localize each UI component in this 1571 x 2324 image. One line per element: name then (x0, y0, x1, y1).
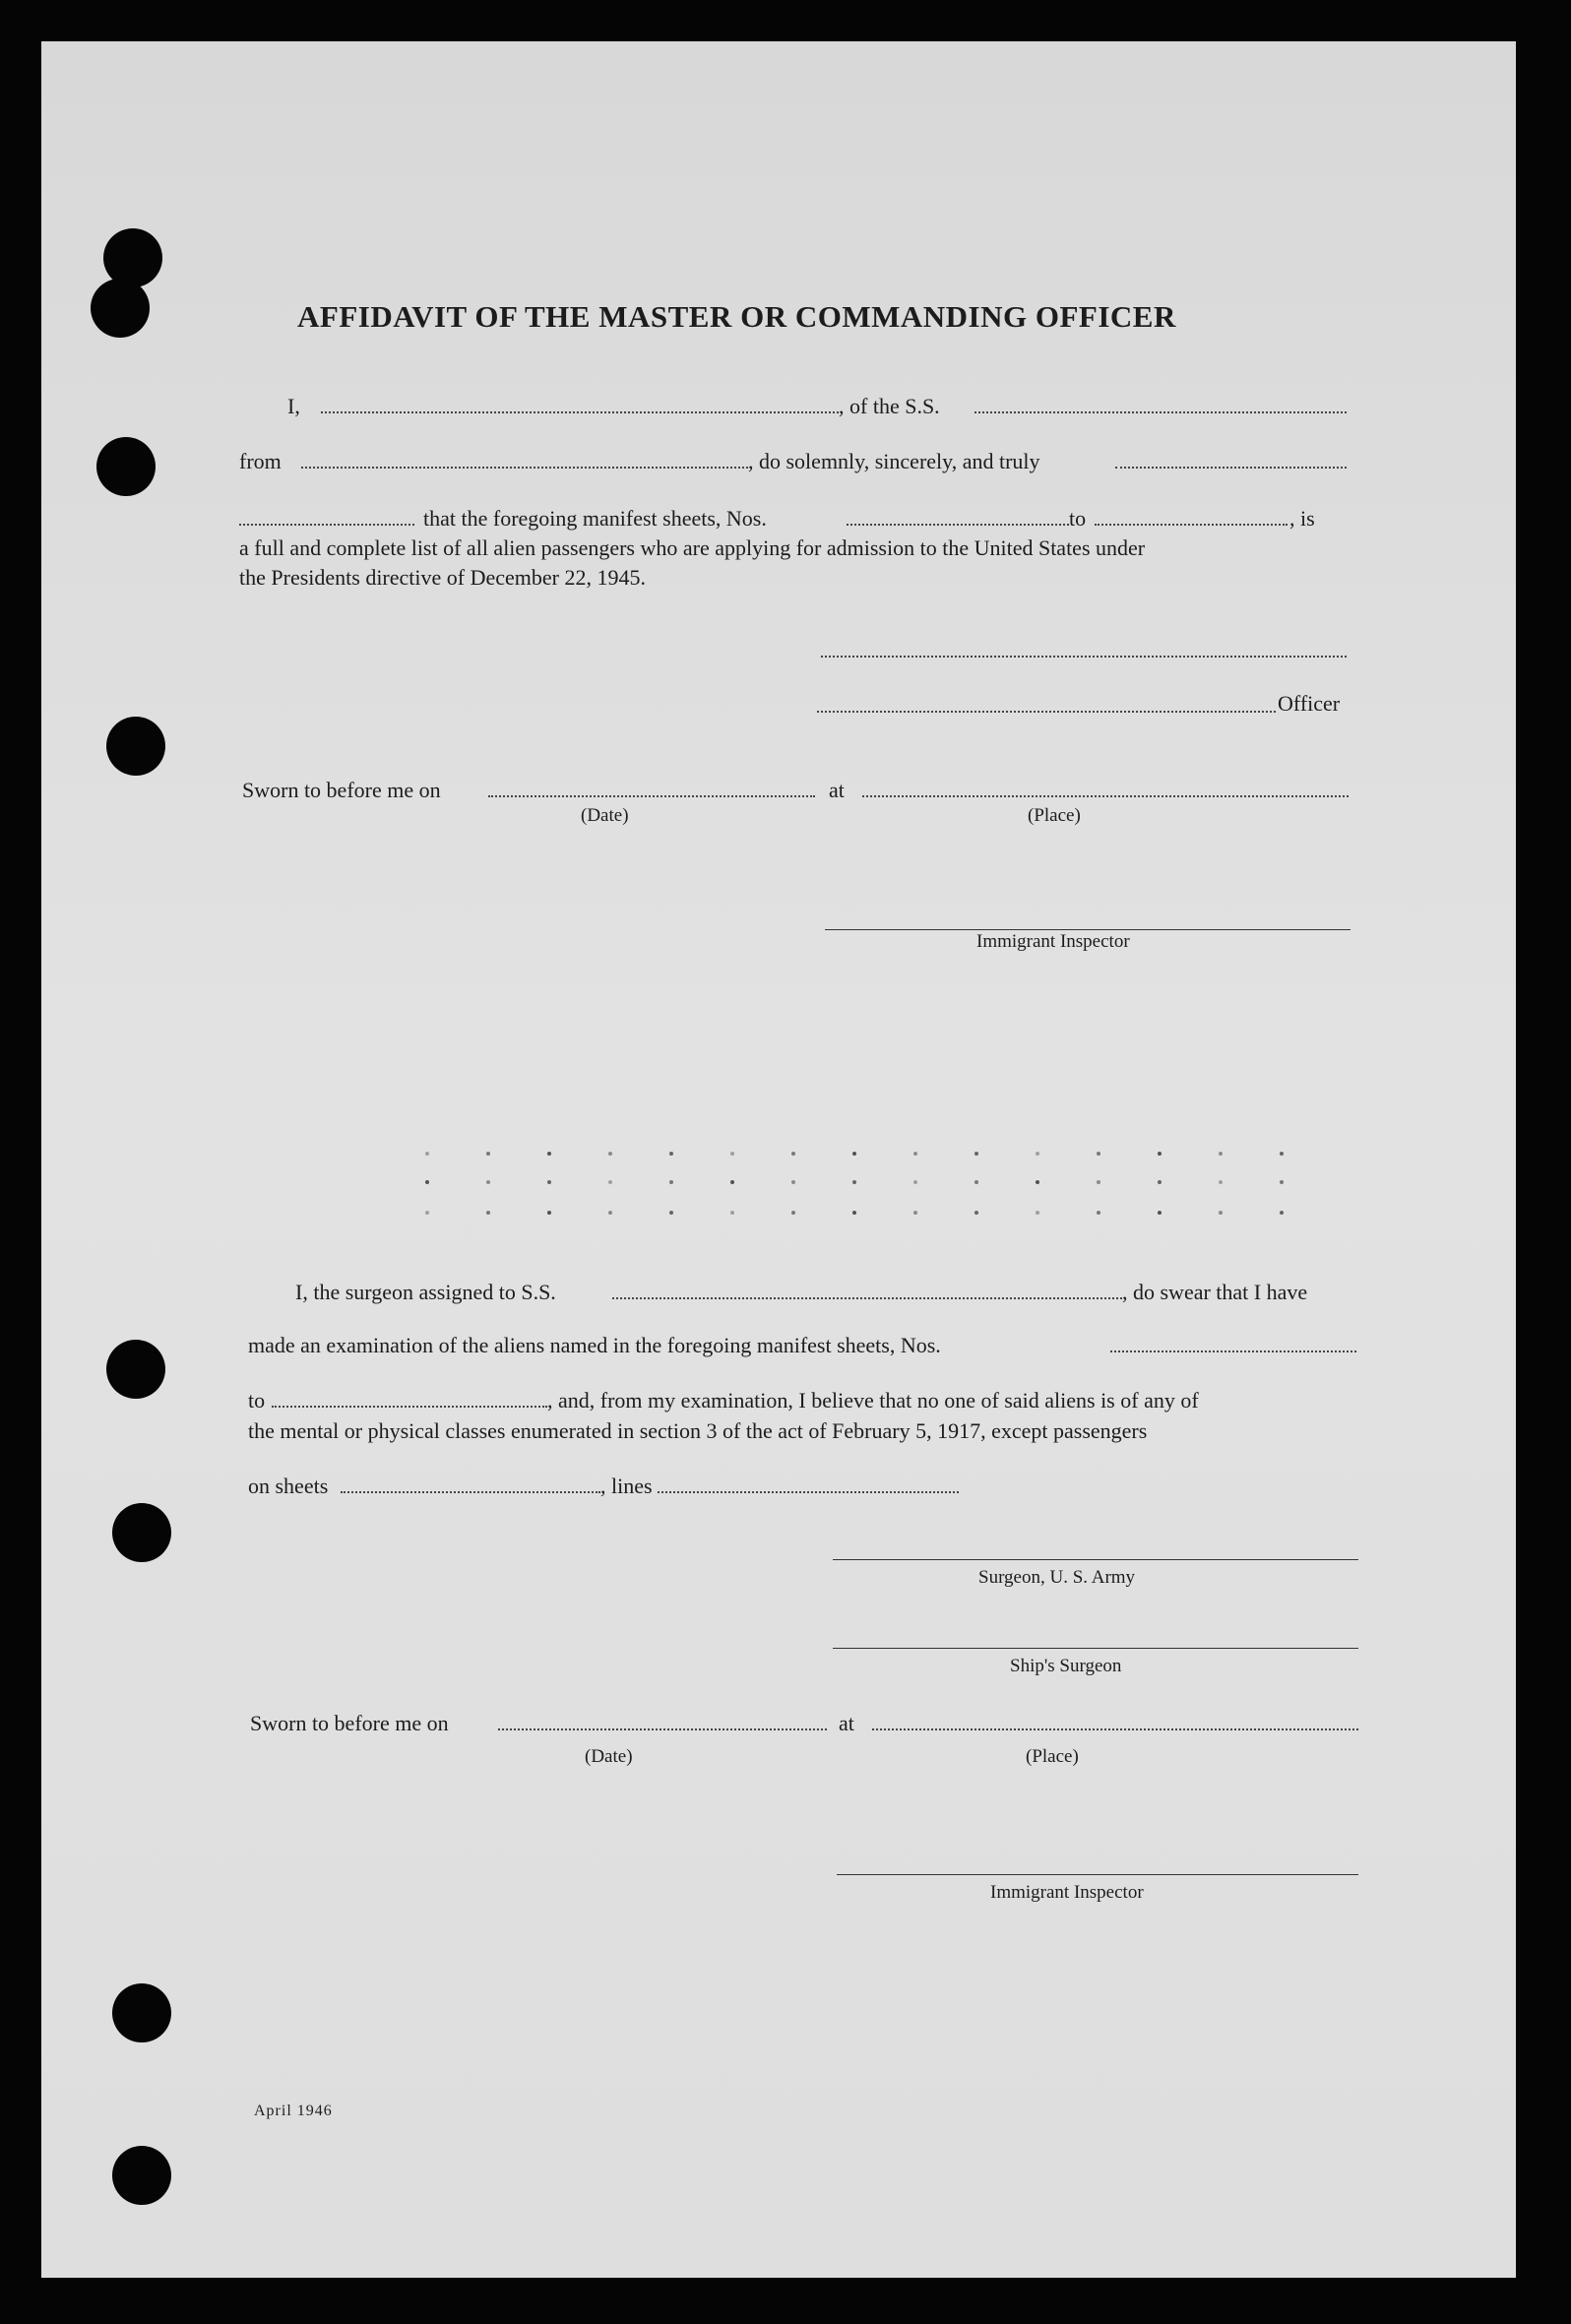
faint-dot (1280, 1211, 1284, 1215)
faint-dot (852, 1211, 856, 1215)
officer-signature-line-1[interactable] (821, 656, 1347, 658)
master-place-caption: (Place) (1028, 805, 1081, 826)
master-of-ss-text: , of the S.S. (839, 394, 940, 418)
master-from-field[interactable] (301, 467, 748, 469)
faint-dot (608, 1180, 612, 1184)
faint-dot (547, 1180, 551, 1184)
ship-surgeon-signature-line[interactable] (833, 1648, 1358, 1649)
faint-dot (913, 1152, 917, 1156)
master-sworn-date-field[interactable] (488, 795, 815, 797)
form-page (41, 41, 1516, 2278)
faint-dot (791, 1211, 795, 1215)
faint-dot (547, 1211, 551, 1215)
master-name-field[interactable] (321, 411, 839, 413)
faint-dot (1097, 1180, 1100, 1184)
form-title: AFFIDAVIT OF THE MASTER OR COMMANDING OFFICER (297, 299, 1176, 334)
surgeon-line4-text: the mental or physical classes enumerated in section 3 of the act of February 5, 1917, except passengers (248, 1418, 1148, 1443)
master-inspector-label: Immigrant Inspector (976, 931, 1130, 952)
faint-dot (1158, 1211, 1162, 1215)
faint-dot (1219, 1211, 1223, 1215)
surgeon-sworn-text: Sworn to before me on (250, 1711, 449, 1735)
faint-dot (1219, 1180, 1223, 1184)
punch-hole (112, 1503, 171, 1562)
surgeon-line1-start: I, the surgeon assigned to S.S. (295, 1280, 556, 1304)
faint-dot (1219, 1152, 1223, 1156)
officer-label: Officer (1278, 691, 1341, 716)
surgeon-line3-rest: , and, from my examination, I believe that no one of said aliens is of any of (547, 1388, 1199, 1413)
faint-dot (791, 1152, 795, 1156)
faint-dot (669, 1152, 673, 1156)
master-swear-text: , do solemnly, sincerely, and truly (748, 449, 1040, 473)
surgeon-inspector-signature-line[interactable] (837, 1874, 1358, 1875)
punch-hole (106, 717, 165, 776)
faint-dot (669, 1180, 673, 1184)
faint-dot (1036, 1152, 1039, 1156)
master-sworn-place-field[interactable] (862, 795, 1349, 797)
faint-dot (1280, 1152, 1284, 1156)
master-from-text: from (239, 449, 282, 473)
surgeon-sworn-place-field[interactable] (872, 1728, 1358, 1730)
faint-dot (1036, 1180, 1039, 1184)
army-surgeon-signature-line[interactable] (833, 1559, 1358, 1560)
punch-hole (112, 1983, 171, 2042)
master-to-text: to (1069, 506, 1087, 531)
faint-dot (1097, 1211, 1100, 1215)
master-sworn-text: Sworn to before me on (242, 778, 441, 802)
faint-dot (913, 1180, 917, 1184)
officer-signature-line-2[interactable] (817, 711, 1276, 713)
master-at-text: at (829, 778, 845, 802)
faint-dot (1097, 1152, 1100, 1156)
faint-dot (974, 1180, 978, 1184)
surgeon-nos-from-field[interactable] (1110, 1350, 1356, 1352)
faint-dot (425, 1211, 429, 1215)
surgeon-sheets-text: on sheets (248, 1474, 329, 1498)
faint-dot (669, 1211, 673, 1215)
faint-dot (486, 1152, 490, 1156)
army-surgeon-label: Surgeon, U. S. Army (978, 1567, 1136, 1588)
ship-surgeon-label: Ship's Surgeon (1010, 1656, 1122, 1676)
master-inspector-signature-line[interactable] (825, 929, 1351, 930)
faint-dot (486, 1180, 490, 1184)
master-i-text: I, (287, 394, 300, 418)
faint-dot (974, 1211, 978, 1215)
faint-dot (974, 1152, 978, 1156)
surgeon-at-text: at (839, 1711, 854, 1735)
faint-dot (425, 1180, 429, 1184)
master-is-text: , is (1289, 506, 1315, 531)
faint-dot (1158, 1180, 1162, 1184)
master-ship-field[interactable] (974, 411, 1347, 413)
faint-dot (425, 1152, 429, 1156)
faint-dot (913, 1211, 917, 1215)
surgeon-line1-end: , do swear that I have (1122, 1280, 1308, 1304)
faint-dot (852, 1180, 856, 1184)
faint-dot (1036, 1211, 1039, 1215)
master-verb-field[interactable] (239, 524, 414, 526)
master-nos-from-field[interactable] (847, 524, 1069, 526)
master-date-caption: (Date) (581, 805, 629, 826)
faint-dot (730, 1180, 734, 1184)
surgeon-ship-field[interactable] (612, 1297, 1122, 1299)
punch-hole (112, 2146, 171, 2205)
surgeon-lines-field[interactable] (658, 1491, 959, 1493)
faint-dot (608, 1152, 612, 1156)
surgeon-date-caption: (Date) (585, 1746, 633, 1767)
surgeon-lines-text: , lines (600, 1474, 653, 1498)
punch-hole (91, 279, 150, 338)
faint-dot (1280, 1180, 1284, 1184)
faint-dot (486, 1211, 490, 1215)
faint-dot (608, 1211, 612, 1215)
punch-hole (106, 1340, 165, 1399)
master-line4-text: a full and complete list of all alien passengers who are applying for admission to the United States under (239, 535, 1146, 560)
faint-dot (547, 1152, 551, 1156)
surgeon-place-caption: (Place) (1026, 1746, 1079, 1767)
form-date-footer: April 1946 (254, 2103, 333, 2119)
surgeon-inspector-label: Immigrant Inspector (990, 1882, 1144, 1903)
faint-dot (1158, 1152, 1162, 1156)
punch-hole (96, 437, 156, 496)
master-line5-text: the Presidents directive of December 22, 1945. (239, 565, 646, 590)
surgeon-sworn-date-field[interactable] (498, 1728, 827, 1730)
faint-dot (730, 1211, 734, 1215)
master-nos-to-field[interactable] (1095, 524, 1288, 526)
surgeon-sheets-field[interactable] (341, 1491, 600, 1493)
surgeon-line2-text: made an examination of the aliens named in the foregoing manifest sheets, Nos. (248, 1333, 941, 1357)
surgeon-to-text: to (248, 1388, 266, 1413)
master-swear-field[interactable] (1115, 467, 1347, 469)
faint-dot (852, 1152, 856, 1156)
surgeon-nos-to-field[interactable] (272, 1406, 547, 1408)
faint-dot (791, 1180, 795, 1184)
faint-dot (730, 1152, 734, 1156)
master-manifest-text: that the foregoing manifest sheets, Nos. (423, 506, 767, 531)
